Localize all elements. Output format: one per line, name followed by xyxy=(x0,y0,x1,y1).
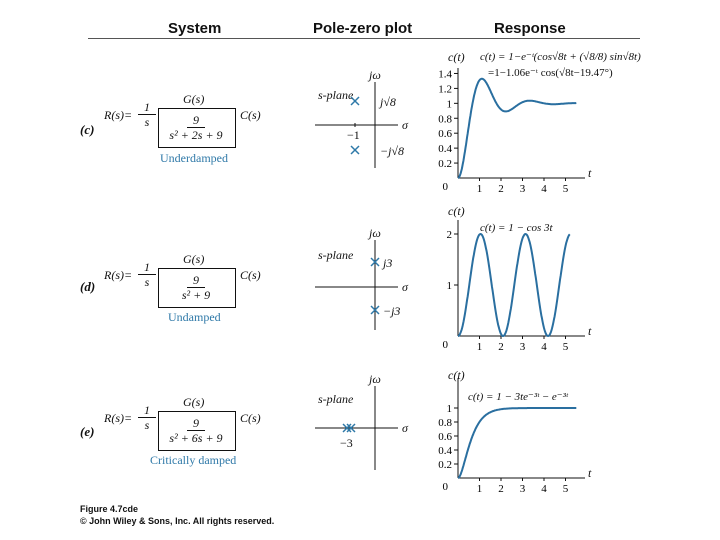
row-e-ylabel: c(t) xyxy=(448,368,465,382)
row-e-eq1: c(t) = 1 − 3te⁻³ᵗ − e⁻³ᵗ xyxy=(468,391,568,403)
x-tick-label: 2 xyxy=(498,341,504,353)
system-header: System xyxy=(168,20,222,37)
row-c-input: R(s)= xyxy=(104,108,133,122)
figure-label: Figure 4.7cde xyxy=(80,504,139,514)
row-c-tf-num: 9 xyxy=(187,113,205,128)
row-c-caption: Underdamped xyxy=(160,151,228,165)
row-e-tlabel: t xyxy=(588,466,592,480)
row-c-input-den: s xyxy=(144,115,150,129)
row-d-sigma-label: σ xyxy=(402,280,408,294)
row-d-ylabel: c(t) xyxy=(448,204,465,218)
y-tick-label: 0.4 xyxy=(438,445,452,457)
y-tick-label: 0.4 xyxy=(438,143,452,156)
row-d-input: R(s)= xyxy=(104,268,133,282)
x-tick-label: 1 xyxy=(476,483,483,495)
x-tick-label: 5 xyxy=(562,483,569,495)
row-c-tf-den: s² + 2s + 9 xyxy=(169,128,223,142)
y-tick-label: 1 xyxy=(446,280,452,292)
row-c-pole-bottom-label: −j√8 xyxy=(380,144,405,158)
row-d-pole-top-label: j3 xyxy=(383,256,393,270)
x-tick-label: 5 xyxy=(562,183,569,195)
x-tick-label: 3 xyxy=(519,183,526,195)
row-e-input-den: s xyxy=(144,418,150,432)
x-tick-label: 2 xyxy=(498,183,504,195)
row-d-tlabel: t xyxy=(588,324,592,338)
y-tick-label: 0 xyxy=(442,339,448,351)
y-tick-label: 0.2 xyxy=(438,459,452,471)
row-d-jw-label: jω xyxy=(369,226,381,240)
row-c-gs: G(s) xyxy=(183,92,205,106)
row-c-pole-top-label: j√8 xyxy=(380,95,396,109)
x-tick-label: 3 xyxy=(519,483,526,495)
row-d-tf-den: s² + 9 xyxy=(181,288,211,302)
y-tick-label: 0.6 xyxy=(438,128,452,141)
x-tick-label: 4 xyxy=(541,341,547,353)
x-tick-label: 1 xyxy=(476,341,483,353)
row-d-eq1: c(t) = 1 − cos 3t xyxy=(480,222,553,234)
row-e-input-num: 1 xyxy=(138,403,156,418)
row-e-jw-label: jω xyxy=(369,372,381,386)
x-tick-label: 1 xyxy=(476,183,483,195)
row-e-letter: (e) xyxy=(80,424,95,439)
row-c-output: C(s) xyxy=(240,108,261,122)
row-d-gs: G(s) xyxy=(183,252,205,266)
y-tick-label: 0.8 xyxy=(438,113,452,126)
row-e-plane-label: s-plane xyxy=(318,392,354,406)
x-tick-label: 2 xyxy=(498,483,504,495)
y-tick-label: 1 xyxy=(446,403,452,415)
row-c-ylabel: c(t) xyxy=(448,50,465,64)
row-e-tf-num: 9 xyxy=(187,416,205,431)
y-tick-label: 1.4 xyxy=(438,68,452,81)
row-e-real-tick: −3 xyxy=(340,436,353,450)
row-d-plane-label: s-plane xyxy=(318,248,354,262)
row-c-tlabel: t xyxy=(588,166,592,180)
y-tick-label: 1 xyxy=(446,98,452,111)
row-c-real-tick: −1 xyxy=(347,128,360,142)
row-d-input-den: s xyxy=(144,275,150,289)
row-e-caption: Critically damped xyxy=(150,453,237,467)
row-e-sigma-label: σ xyxy=(402,421,408,435)
copyright: © John Wiley & Sons, Inc. All rights reserved. xyxy=(80,516,275,526)
row-d-tf-num: 9 xyxy=(187,273,205,288)
row-e-tf-den: s² + 6s + 9 xyxy=(169,431,223,445)
row-c-eq1: c(t) = 1−e⁻ᵗ(cos√8t + (√8/8) sin√8t) xyxy=(480,51,641,63)
y-tick-label: 0 xyxy=(442,181,448,193)
row-c-eq2: =1−1.06e⁻ᵗ cos(√8t−19.47°) xyxy=(488,67,613,79)
row-c-input-num: 1 xyxy=(138,100,156,115)
y-tick-label: 2 xyxy=(446,229,452,241)
row-d-caption: Undamped xyxy=(168,310,221,324)
row-e-input: R(s)= xyxy=(104,411,133,425)
row-d-input-num: 1 xyxy=(138,260,156,275)
x-tick-label: 4 xyxy=(541,183,547,195)
y-tick-label: 0.2 xyxy=(438,158,452,171)
row-e-output: C(s) xyxy=(240,411,261,425)
x-tick-label: 3 xyxy=(519,341,526,353)
row-c-letter: (c) xyxy=(80,122,95,137)
row-d-output: C(s) xyxy=(240,268,261,282)
row-d-pole-bottom-label: −j3 xyxy=(383,304,401,318)
y-tick-label: 0 xyxy=(442,481,448,493)
y-tick-label: 1.2 xyxy=(438,83,452,96)
y-tick-label: 0.6 xyxy=(438,431,452,443)
response-header: Response xyxy=(494,20,566,37)
row-d-letter: (d) xyxy=(80,279,96,294)
row-e-gs: G(s) xyxy=(183,395,205,409)
x-tick-label: 5 xyxy=(562,341,569,353)
x-tick-label: 4 xyxy=(541,483,547,495)
row-c-sigma-label: σ xyxy=(402,118,408,132)
response-curve xyxy=(458,408,576,478)
row-c-plane-label: s-plane xyxy=(318,88,354,102)
row-c-jw-label: jω xyxy=(369,68,381,82)
pole-zero-header: Pole-zero plot xyxy=(313,20,413,37)
y-tick-label: 0.8 xyxy=(438,417,452,429)
